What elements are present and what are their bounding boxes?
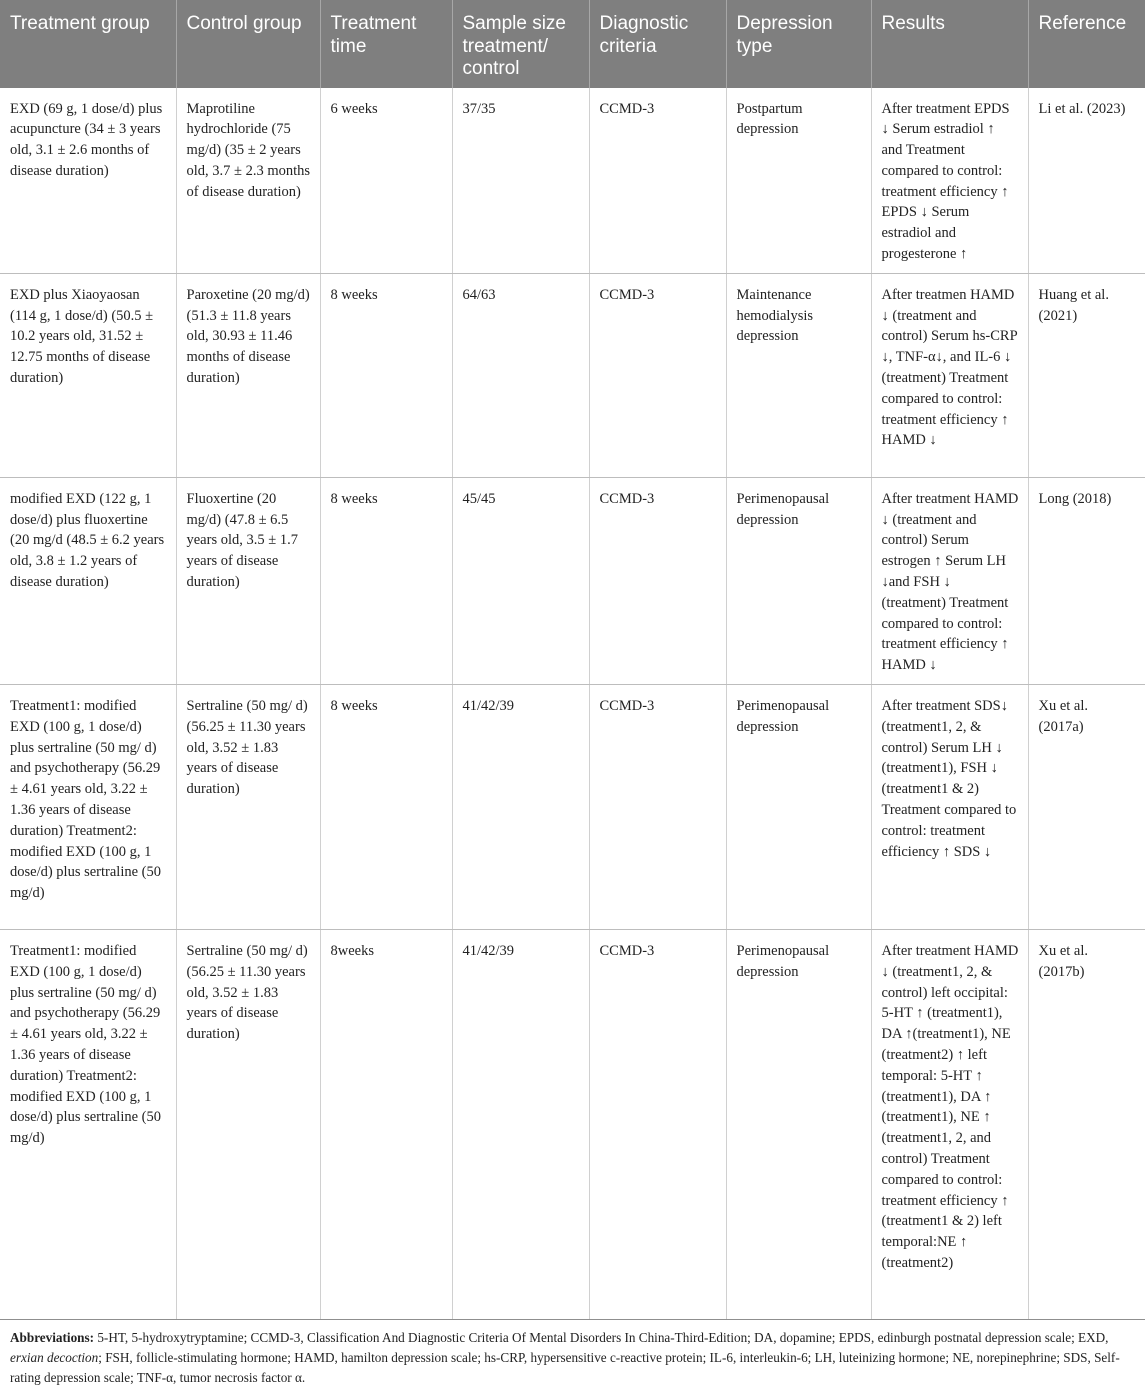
cell-treatment-group: EXD (69 g, 1 dose/d) plus acupuncture (34 ± 3 years old, 3.1 ± 2.6 months of disease duration) [0,88,176,274]
cell-results: After treatment SDS↓ (treatment1, 2, & control) Serum LH ↓ (treatment1), FSH ↓ (treatment1 & 2) Treatment compared to control: treatment efficiency ↑ SDS ↓ [871,685,1028,930]
abbreviations-footnote [10,1328,1138,1388]
cell-sample-size: 64/63 [452,273,589,477]
header-depression-type: Depression type [726,0,871,88]
cell-depression-type: Maintenance hemodialysis depression [726,273,871,477]
table-header [0,0,1145,88]
cell-treatment-time: 6 weeks [320,88,452,274]
abbreviations-text-after: ; FSH, follicle-stimulating hormone; HAMD, hamilton depression scale; hs-CRP, hypersensitive c-reactive protein; IL-6, interleukin-6; LH, luteinizing hormone; NE, norepinephrine; SDS, Self-rating depression scale; TNF-α, tumor necrosis factor α. [10,1350,1120,1385]
cell-depression-type: Postpartum depression [726,88,871,274]
header-control-group: Control group [176,0,320,88]
cell-diagnostic-criteria: CCMD-3 [589,685,726,930]
cell-diagnostic-criteria: CCMD-3 [589,273,726,477]
cell-diagnostic-criteria: CCMD-3 [589,477,726,684]
cell-treatment-group: Treatment1: modified EXD (100 g, 1 dose/d) plus sertraline (50 mg/ d) and psychotherapy (56.29 ± 4.61 years old, 3.22 ± 1.36 years of disease duration) Treatment2: modified EXD (100 g, 1 dose/d) plus sertraline (50 mg/d) [0,685,176,930]
table-row [0,930,1145,1320]
cell-sample-size: 37/35 [452,88,589,274]
table-row [0,88,1145,274]
cell-control-group: Maprotiline hydrochloride (75 mg/d) (35 ± 2 years old, 3.7 ± 2.3 months of disease duration) [176,88,320,274]
cell-control-group: Paroxetine (20 mg/d) (51.3 ± 11.8 years old, 30.93 ± 11.46 months of disease duration) [176,273,320,477]
cell-sample-size: 41/42/39 [452,930,589,1320]
cell-depression-type: Perimenopausal depression [726,685,871,930]
cell-depression-type: Perimenopausal depression [726,477,871,684]
table-row [0,685,1145,930]
cell-reference: Xu et al. (2017a) [1028,685,1145,930]
cell-reference: Long (2018) [1028,477,1145,684]
cell-diagnostic-criteria: CCMD-3 [589,930,726,1320]
cell-treatment-time: 8 weeks [320,273,452,477]
cell-results: After treatmen HAMD ↓ (treatment and control) Serum hs-CRP ↓, TNF-α↓, and IL-6 ↓ (treatment) Treatment compared to control: treatment efficiency ↑ HAMD ↓ [871,273,1028,477]
header-treatment-time: Treatment time [320,0,452,88]
cell-control-group: Sertraline (50 mg/ d) (56.25 ± 11.30 years old, 3.52 ± 1.83 years of disease duration) [176,685,320,930]
cell-treatment-group: Treatment1: modified EXD (100 g, 1 dose/d) plus sertraline (50 mg/ d) and psychotherapy (56.29 ± 4.61 years old, 3.22 ± 1.36 years of disease duration) Treatment2: modified EXD (100 g, 1 dose/d) plus sertraline (50 mg/d) [0,930,176,1320]
cell-treatment-time: 8 weeks [320,477,452,684]
cell-depression-type: Perimenopausal depression [726,930,871,1320]
header-results: Results [871,0,1028,88]
abbreviations-text-before: 5-HT, 5-hydroxytryptamine; CCMD-3, Classification And Diagnostic Criteria Of Mental Disorders In China-Third-Edition; DA, dopamine; EPDS, edinburgh postnatal depression scale; EXD, [94,1330,1109,1345]
table-body [0,88,1145,1320]
cell-reference: Xu et al. (2017b) [1028,930,1145,1320]
cell-results: After treatment EPDS ↓ Serum estradiol ↑ and Treatment compared to control: treatment efficiency ↑ EPDS ↓ Serum estradiol and progesterone ↑ [871,88,1028,274]
cell-diagnostic-criteria: CCMD-3 [589,88,726,274]
header-sample-size: Sample size treatment/ control [452,0,589,88]
table-row [0,273,1145,477]
cell-sample-size: 45/45 [452,477,589,684]
header-treatment-group: Treatment group [0,0,176,88]
cell-control-group: Fluoxertine (20 mg/d) (47.8 ± 6.5 years old, 3.5 ± 1.7 years of disease duration) [176,477,320,684]
cell-reference: Huang et al. (2021) [1028,273,1145,477]
cell-treatment-time: 8 weeks [320,685,452,930]
cell-results: After treatment HAMD ↓ (treatment1, 2, & control) left occipital: 5-HT ↑ (treatment1), DA ↑(treatment1), NE (treatment2) ↑ left temporal: 5-HT ↑ (treatment1), DA ↑ (treatment1), NE ↑ (treatment1, 2, and control) Treatment compared to control: treatment efficiency ↑ (treatment1 & 2) left temporal:NE ↑ (treatment2) [871,930,1028,1320]
cell-treatment-time: 8weeks [320,930,452,1320]
cell-treatment-group: modified EXD (122 g, 1 dose/d) plus fluoxertine (20 mg/d (48.5 ± 6.2 years old, 3.8 ± 1.2 years of disease duration) [0,477,176,684]
header-reference: Reference [1028,0,1145,88]
abbreviations-label: Abbreviations: [10,1330,95,1345]
cell-results: After treatment HAMD ↓ (treatment and control) Serum estrogen ↑ Serum LH ↓and FSH ↓ (treatment) Treatment compared to control: treatment efficiency ↑ HAMD ↓ [871,477,1028,684]
cell-sample-size: 41/42/39 [452,685,589,930]
cell-reference: Li et al. (2023) [1028,88,1145,274]
header-diagnostic-criteria: Diagnostic criteria [589,0,726,88]
cell-control-group: Sertraline (50 mg/ d) (56.25 ± 11.30 years old, 3.52 ± 1.83 years of disease duration) [176,930,320,1320]
table-row [0,477,1145,684]
abbreviations-italic-term: erxian decoction [10,1350,99,1365]
header-row [0,0,1145,88]
cell-treatment-group: EXD plus Xiaoyaosan (114 g, 1 dose/d) (50.5 ± 10.2 years old, 31.52 ± 12.75 months of disease duration) [0,273,176,477]
